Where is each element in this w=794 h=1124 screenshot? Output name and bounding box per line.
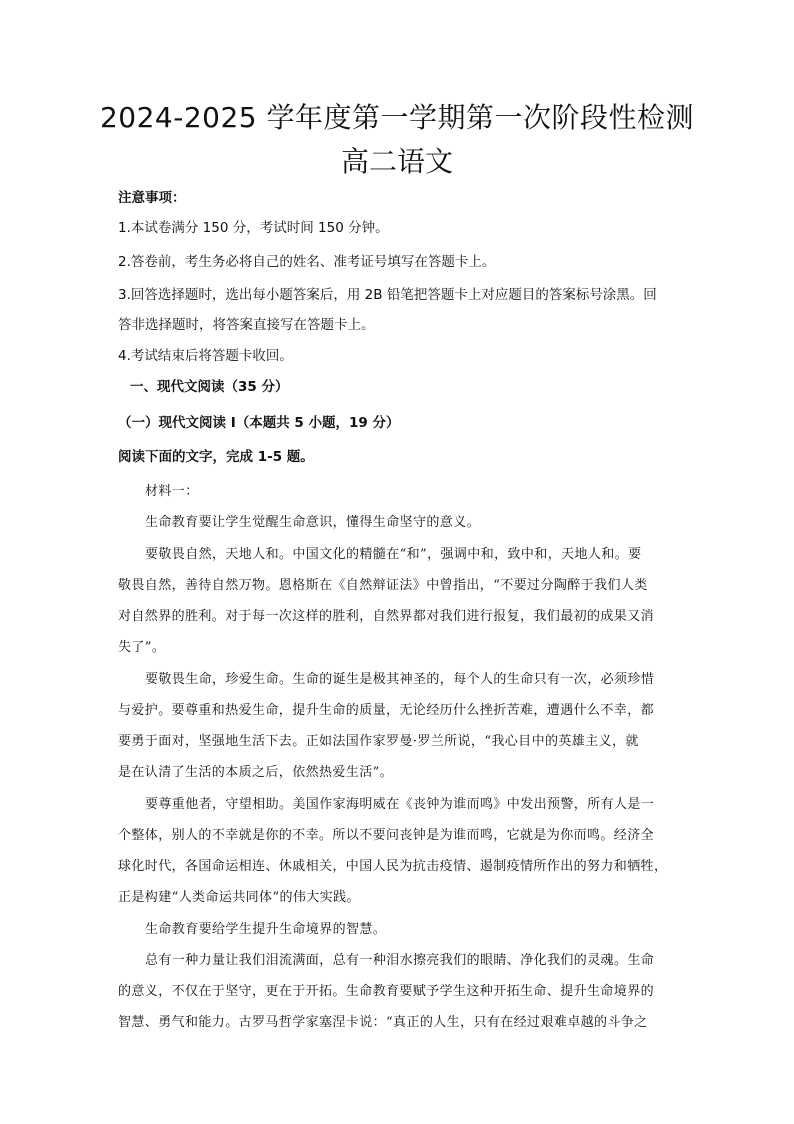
notice-item: 3.回答选择题时，选出每小题答案后，用 2B 铅笔把答题卡上对应题目的答案标号涂黑。回 <box>118 287 657 303</box>
passage-line: 智慧、勇气和能力。古罗马哲学家塞涅卡说：“真正的人生，只有在经过艰难卓越的斗争之 <box>118 1015 648 1030</box>
passage-line: 要尊重他者，守望相助。美国作家海明威在《丧钟为谁而鸣》中发出预警，所有人是一 <box>145 797 655 812</box>
passage-line: 要敬畏自然，天地人和。中国文化的精髓在“和”，强调中和，致中和，天地人和。要 <box>145 547 642 562</box>
notice-item: 答非选择题时，将答案直接写在答题卡上。 <box>118 317 375 333</box>
notice-item: 1.本试卷满分 150 分，考试时间 150 分钟。 <box>118 220 389 236</box>
notice-heading: 注意事项： <box>118 190 186 206</box>
exam-subject: 高二语文 <box>340 145 453 178</box>
passage-line: 球化时代，各国命运相连、休戚相关，中国人民为抗击疫情、遏制疫情所作出的努力和牺牲， <box>118 859 668 874</box>
notice-item: 2.答卷前，考生务必将自己的姓名、准考证号填写在答题卡上。 <box>118 254 496 270</box>
passage-line: 的意义，不仅在于坚守，更在于开拓。生命教育要赋予学生这种开拓生命、提升生命境界的 <box>118 984 655 999</box>
passage-line: 生命教育要让学生觉醒生命意识，懂得生命坚守的意义。 <box>145 515 481 530</box>
passage-line: 敬畏自然，善待自然万物。恩格斯在《自然辩证法》中曾指出，“不要过分陶醉于我们人类 <box>118 578 648 593</box>
passage-line: 要敬畏生命，珍爱生命。生命的诞生是极其神圣的，每个人的生命只有一次，必须珍惜 <box>145 672 655 687</box>
exam-title: 2024-2025 学年度第一学期第一次阶段性检测 <box>99 101 695 134</box>
material-label: 材料一： <box>145 484 199 499</box>
passage-line: 生命教育要给学生提升生命境界的智慧。 <box>145 922 387 937</box>
passage-line: 总有一种力量让我们泪流满面，总有一种泪水擦亮我们的眼睛、净化我们的灵魂。生命 <box>145 953 655 968</box>
passage-line: 要勇于面对，坚强地生活下去。正如法国作家罗曼·罗兰所说，“我心目中的英雄主义，就 <box>118 734 639 749</box>
passage-line: 失了”。 <box>118 640 166 655</box>
passage-line: 正是构建“人类命运共同体”的伟大实践。 <box>118 890 360 905</box>
passage-line: 个整体，别人的不幸就是你的不幸。所以不要问丧钟是为谁而鸣，它就是为你而鸣。经济全 <box>118 828 655 843</box>
instruction: 阅读下面的文字，完成 1-5 题。 <box>118 449 314 465</box>
section-heading: 一、现代文阅读（35 分） <box>130 379 289 395</box>
subsection-heading: （一）现代文阅读 I（本题共 5 小题，19 分） <box>118 415 400 431</box>
passage-line: 与爱护。要尊重和热爱生命，提升生命的质量，无论经历什么挫折苦难，遭遇什么不幸，都 <box>118 703 655 718</box>
passage-line: 是在认清了生活的本质之后，依然热爱生活”。 <box>118 765 394 780</box>
notice-item: 4.考试结束后将答题卡收回。 <box>118 348 293 364</box>
passage-line: 对自然界的胜利。对于每一次这样的胜利，自然界都对我们进行报复，我们最初的成果又消 <box>118 609 655 624</box>
